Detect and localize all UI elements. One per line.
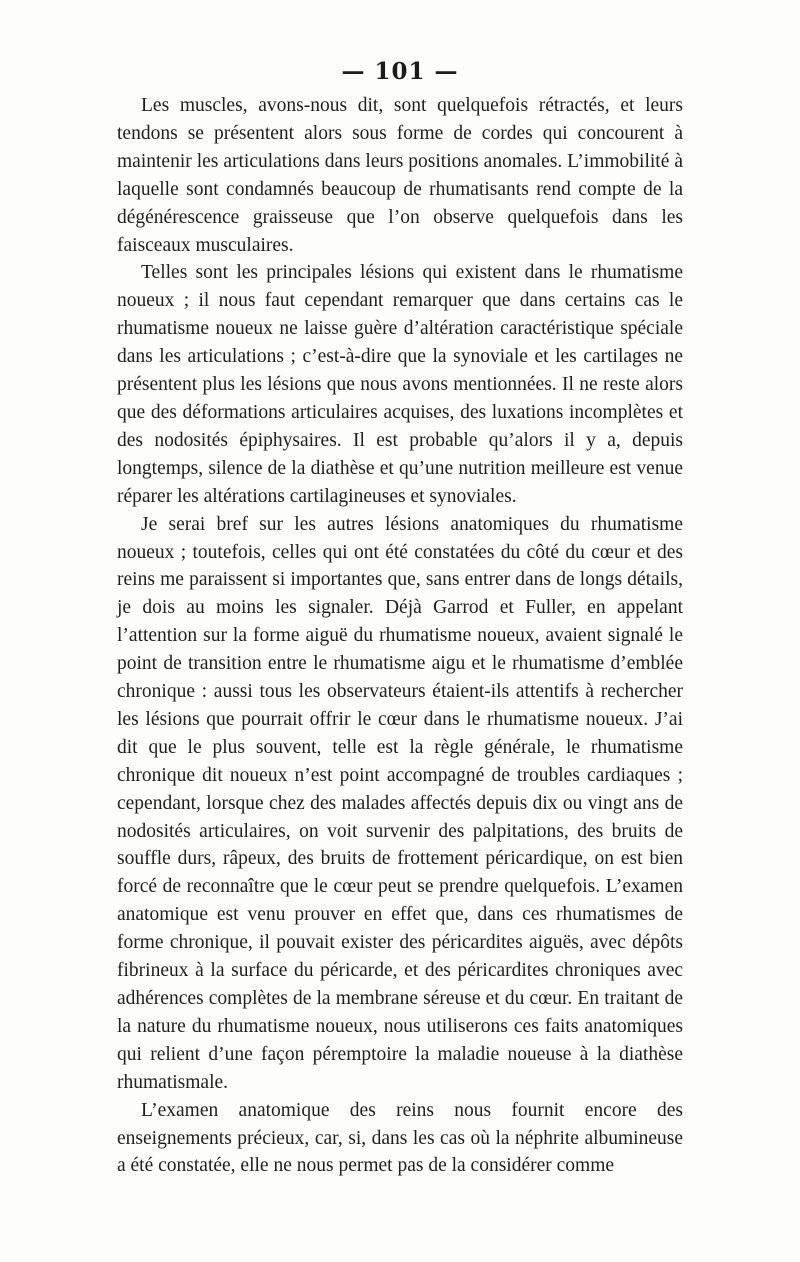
paragraph-3: Je serai bref sur les autres lésions anatomiques du rhumatisme noueux ; toutefois, celles qui ont été constatées du côté du cœur et des reins me paraissent si importantes que, sans entrer dans de longs détails, je dois au moins les signaler. Déjà Garrod et Fuller, en appelant l’attention sur la forme aiguë du rhumatisme noueux, avaient signalé le point de transition entre le rhumatisme aigu et le rhumatisme d’emblée chronique : aussi tous les observateurs étaient-ils attentifs à rechercher les lésions que pourrait offrir le cœur dans le rhumatisme noueux. J’ai dit que le plus souvent, telle est la règle générale, le rhumatisme chronique dit noueux n’est point accompagné de troubles cardiaques ; cependant, lorsque chez des malades affectés depuis dix ou vingt ans de nodosités articulaires, on voit survenir des palpitations, des bruits de souffle durs, râpeux, des bruits de frottement péricardique, on est bien forcé de reconnaître que le cœur peut se prendre quelquefois. L’examen anatomique est venu prouver en effet que, dans ces rhumatismes de forme chronique, il pouvait exister des péricardites aiguës, avec dépôts fibrineux à la surface du péricarde, et des péricardites chroniques avec adhérences complètes de la membrane séreuse et du cœur. En traitant de la nature du rhumatisme noueux, nous utiliserons ces faits anatomiques qui relient d’une façon péremptoire la maladie noueuse à la diathèse rhumatismale. — [117, 513, 683, 1093]
paragraph-1: Les muscles, avons-nous dit, sont quelquefois rétractés, et leurs tendons se présentent alors sous forme de cordes qui concourent à maintenir les articulations dans leurs positions anomales. L’immobilité à laquelle sont condamnés beaucoup de rhumatisants rend compte de la dégénérescence graisseuse que l’on observe quelquefois dans les faisceaux musculaires. — [117, 95, 683, 256]
paragraph-4: L’examen anatomique des reins nous fournit encore des enseignements précieux, car, si, dans les cas où la néphrite albumineuse a été constatée, elle ne nous permet pas de la considérer comme — [117, 1099, 683, 1177]
page-number: — 101 — — [341, 58, 459, 85]
body-text — [117, 92, 683, 1180]
paragraph-2: Telles sont les principales lésions qui existent dans le rhumatisme noueux ; il nous faut cependant remarquer que dans certains cas le rhumatisme noueux ne laisse guère d’altération caractéristique spéciale dans les articulations ; c’est-à-dire que la synoviale et les cartilages ne présentent plus les lésions que nous avons mentionnées. Il ne reste alors que des déformations articulaires acquises, des luxations incomplètes et des nodosités épiphysaires. Il est probable qu’alors il y a, depuis longtemps, silence de la diathèse et qu’une nutrition meilleure est venue réparer les altérations cartilagineuses et synoviales. — [117, 262, 683, 507]
